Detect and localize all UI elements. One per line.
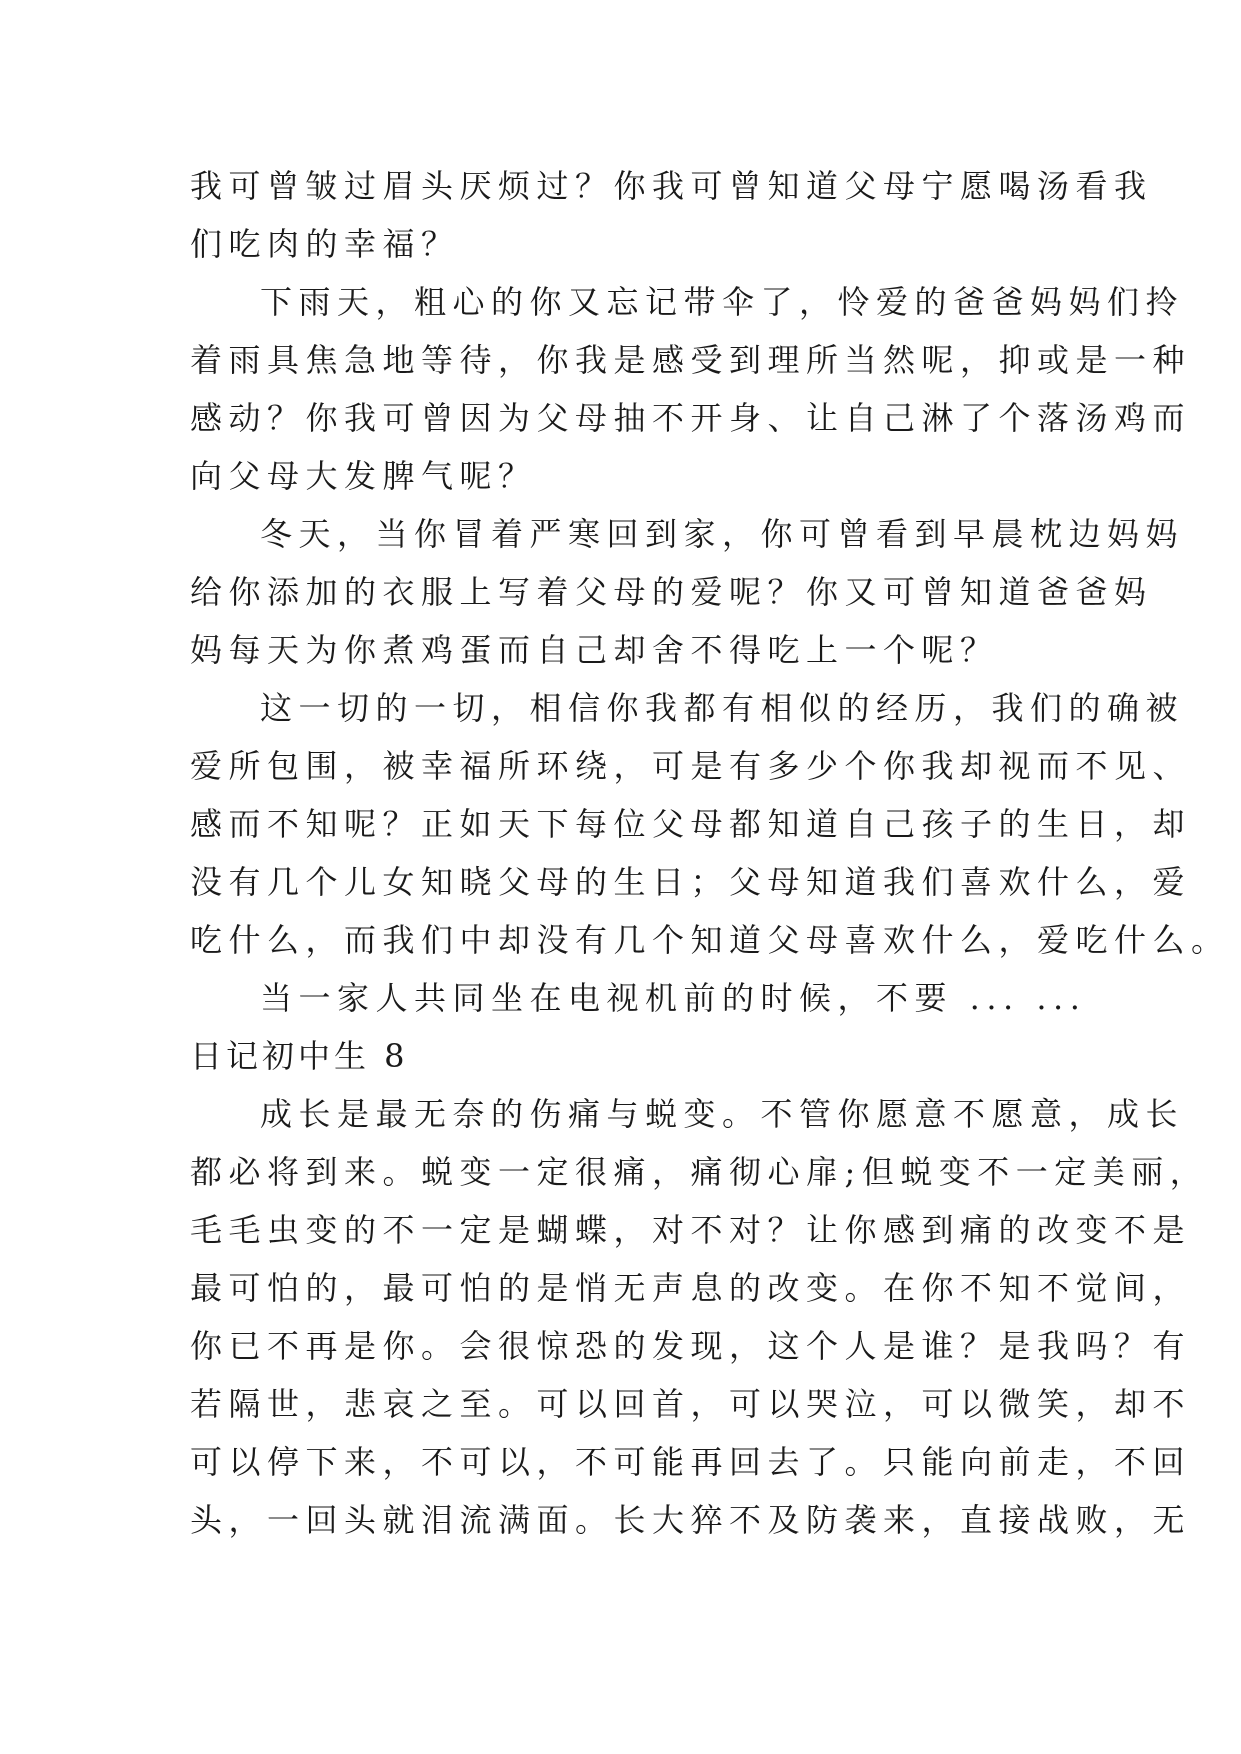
text-line: 妈每天为你煮鸡蛋而自己却舍不得吃上一个呢？ bbox=[190, 631, 999, 669]
text-line: 们吃肉的幸福？ bbox=[190, 225, 460, 263]
text-line: 你已不再是你。会很惊恐的发现，这个人是谁？是我吗？有 bbox=[190, 1327, 1192, 1365]
paragraph-start-line: 成长是最无奈的伤痛与蜕变。不管你愿意不愿意，成长 bbox=[260, 1095, 1185, 1133]
text-line: 毛毛虫变的不一定是蝴蝶，对不对？让你感到痛的改变不是 bbox=[190, 1211, 1192, 1249]
text-line: 都必将到来。蜕变一定很痛，痛彻心扉;但蜕变不一定美丽， bbox=[190, 1153, 1209, 1191]
text-line: 着雨具焦急地等待，你我是感受到理所当然呢，抑或是一种 bbox=[190, 341, 1192, 379]
paragraph-start-line: 当一家人共同坐在电视机前的时候，不要 ... ... bbox=[260, 979, 1087, 1017]
text-line: 给你添加的衣服上写着父母的爱呢？你又可曾知道爸爸妈 bbox=[190, 573, 1153, 611]
paragraph-start-line: 冬天，当你冒着严寒回到家，你可曾看到早晨枕边妈妈 bbox=[260, 515, 1185, 553]
text-line: 吃什么，而我们中却没有几个知道父母喜欢什么，爱吃什么。 bbox=[190, 921, 1230, 959]
section-heading: 日记初中生 8 bbox=[190, 1037, 409, 1075]
text-line: 最可怕的，最可怕的是悄无声息的改变。在你不知不觉间， bbox=[190, 1269, 1192, 1307]
text-line: 感而不知呢？正如天下每位父母都知道自己孩子的生日，却 bbox=[190, 805, 1192, 843]
text-line: 可以停下来，不可以，不可能再回去了。只能向前走，不回 bbox=[190, 1443, 1192, 1481]
text-line: 没有几个儿女知晓父母的生日；父母知道我们喜欢什么，爱 bbox=[190, 863, 1192, 901]
text-line: 爱所包围，被幸福所环绕，可是有多少个你我却视而不见、 bbox=[190, 747, 1192, 785]
paragraph-start-line: 这一切的一切，相信你我都有相似的经历，我们的确被 bbox=[260, 689, 1185, 727]
paragraph-start-line: 下雨天，粗心的你又忘记带伞了，怜爱的爸爸妈妈们拎 bbox=[260, 283, 1185, 321]
text-line: 感动？你我可曾因为父母抽不开身、让自己淋了个落汤鸡而 bbox=[190, 399, 1192, 437]
text-line: 头，一回头就泪流满面。长大猝不及防袭来，直接战败，无 bbox=[190, 1501, 1192, 1539]
text-line: 若隔世，悲哀之至。可以回首，可以哭泣，可以微笑，却不 bbox=[190, 1385, 1192, 1423]
text-line: 向父母大发脾气呢？ bbox=[190, 457, 537, 495]
text-line: 我可曾皱过眉头厌烦过？你我可曾知道父母宁愿喝汤看我 bbox=[190, 167, 1153, 205]
